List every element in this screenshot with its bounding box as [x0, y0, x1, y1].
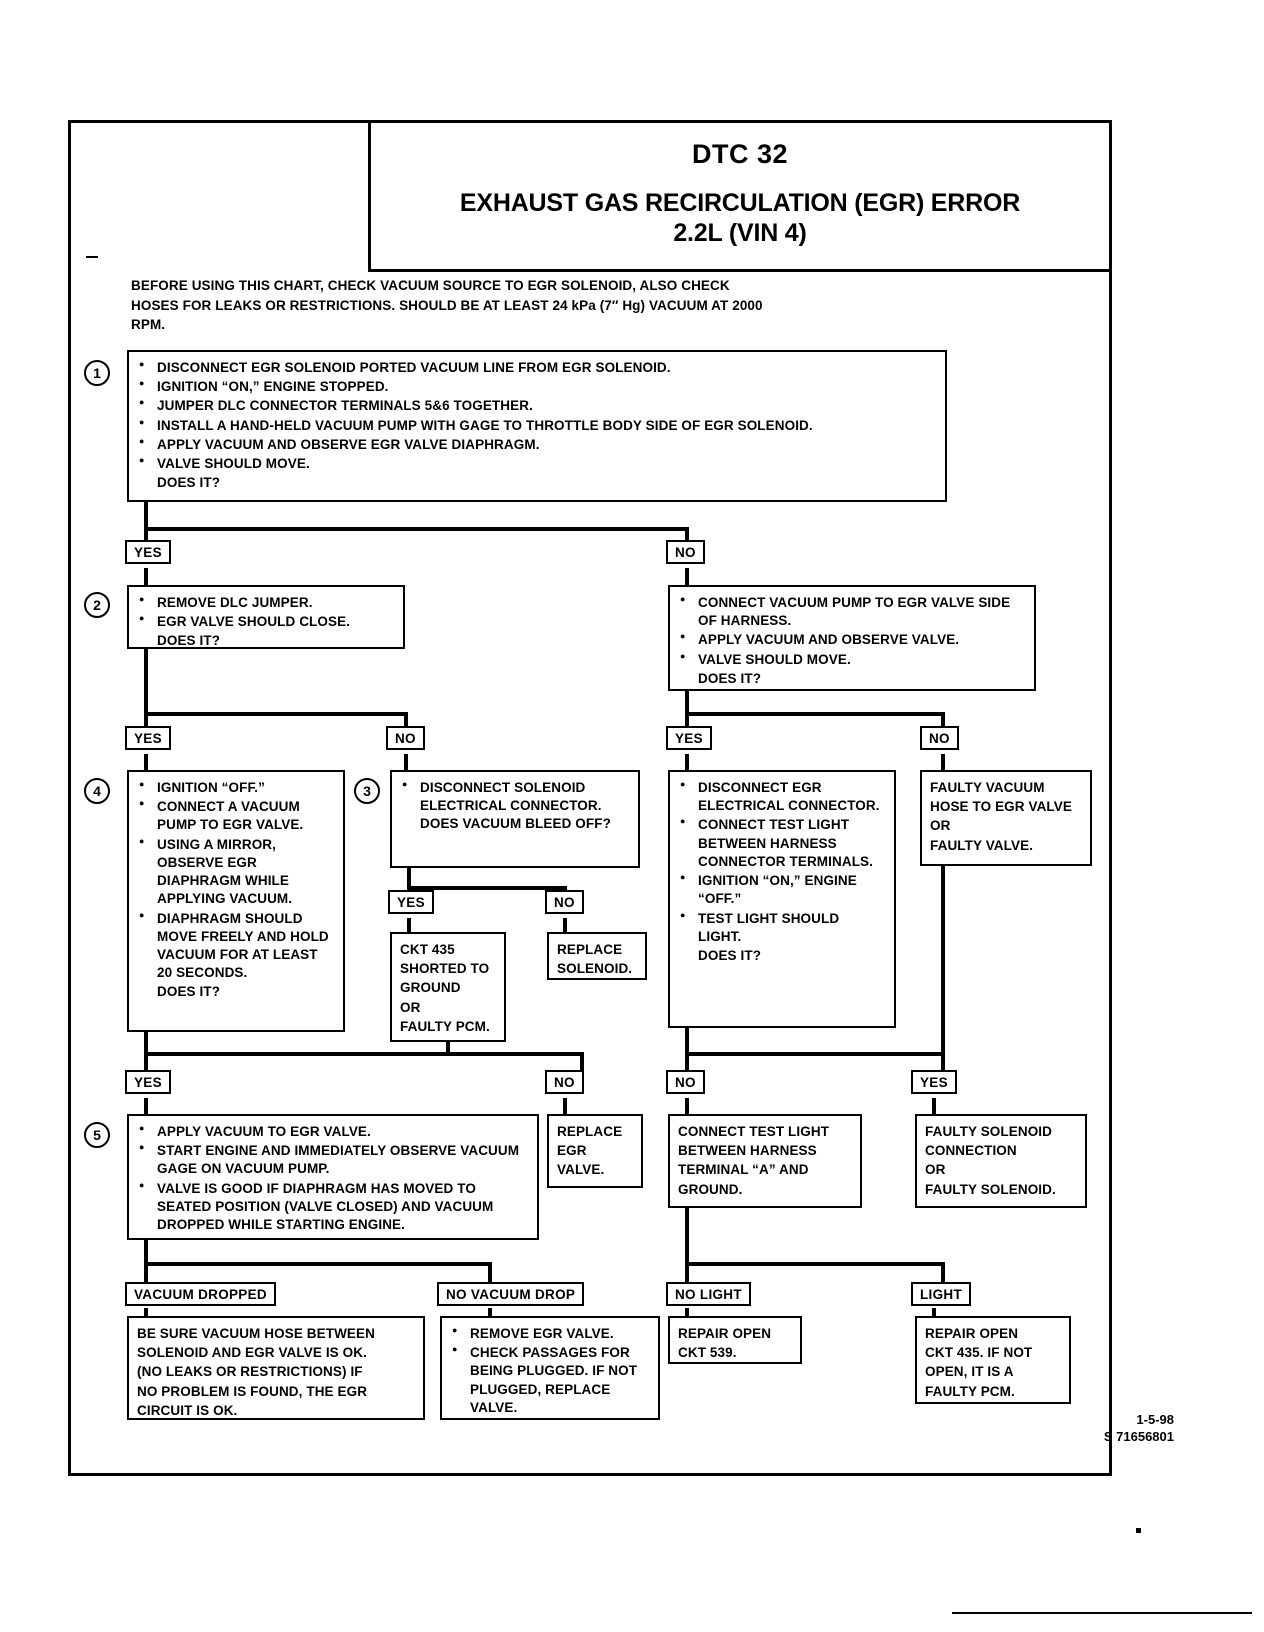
- box-line: CKT 539.: [678, 1345, 737, 1361]
- box-step-4-bullet: ● CONNECT A VACUUM PUMP TO EGR VALVE.: [137, 798, 335, 834]
- label-no-step4: NO: [545, 1070, 584, 1094]
- box-step-4-bullet: ● DIAPHRAGM SHOULD MOVE FREELY AND HOLD VACUUM FOR AT LEAST 20 SECONDS.: [137, 910, 335, 983]
- box-ckt-435-shorted: [390, 932, 506, 1042]
- connector: [144, 649, 148, 715]
- label-no-light: NO LIGHT: [666, 1282, 751, 1306]
- label-yes-step2: YES: [125, 726, 171, 750]
- label-yes-step4: YES: [125, 1070, 171, 1094]
- box-egr-elec-bullet: ● CONNECT TEST LIGHT BETWEEN HARNESS CONNECTOR TERMINALS.: [678, 816, 886, 871]
- box-step-4-question: DOES IT?: [157, 984, 221, 1000]
- label-no-step1: NO: [666, 540, 705, 564]
- box-line: FAULTY PCM.: [400, 1018, 490, 1034]
- box-line: SHORTED TO: [400, 961, 490, 977]
- box-faulty-solenoid-connection: [915, 1114, 1087, 1208]
- box-egr-electrical-test: [668, 770, 896, 1028]
- box-line: SOLENOID AND EGR VALVE IS OK.: [137, 1345, 367, 1361]
- box-repair-open-ckt-435: [915, 1316, 1071, 1404]
- box-remove-egr-bullet: ● REMOVE EGR VALVE.: [450, 1325, 650, 1343]
- box-line: REPLACE: [557, 1124, 623, 1139]
- box-step-1-question: DOES IT?: [157, 475, 221, 491]
- title-block: [368, 120, 1112, 272]
- box-line: CONNECTION: [925, 1143, 1017, 1159]
- box-step-4-bullet: ● USING A MIRROR, OBSERVE EGR DIAPHRAGM WHILE APPLYING VACUUM.: [137, 836, 335, 909]
- label-light: LIGHT: [911, 1282, 971, 1306]
- box-line: CIRCUIT IS OK.: [137, 1402, 238, 1418]
- connector: [685, 712, 945, 716]
- box-line: SOLENOID.: [557, 961, 633, 977]
- box-line: TERMINAL “A” AND: [678, 1162, 809, 1178]
- box-line: EGR: [557, 1143, 587, 1159]
- connector: [144, 502, 148, 530]
- step-number-3: 3: [354, 778, 380, 804]
- chart-title-line1: EXHAUST GAS RECIRCULATION (EGR) ERROR: [459, 189, 1021, 217]
- connector: [685, 1262, 945, 1266]
- box-line: OR: [925, 1162, 946, 1178]
- connector: [685, 568, 689, 586]
- box-replace-egr-valve: [547, 1114, 643, 1188]
- page-corner-mark: [1136, 1528, 1141, 1533]
- box-line: BE SURE VACUUM HOSE BETWEEN: [137, 1326, 375, 1341]
- box-remove-egr-valve: [440, 1316, 660, 1420]
- box-step-1-bullet: ● APPLY VACUUM AND OBSERVE EGR VALVE DIAPHRAGM.: [137, 436, 937, 454]
- box-line: NO PROBLEM IS FOUND, THE EGR: [137, 1383, 368, 1399]
- box-line: CONNECT TEST LIGHT: [678, 1124, 830, 1139]
- box-egr-elec-bullet: ● TEST LIGHT SHOULD LIGHT.: [678, 910, 886, 946]
- box-step-4: [127, 770, 345, 1032]
- step-number-5: 5: [84, 1122, 110, 1148]
- connector: [685, 1028, 689, 1072]
- connector: [144, 712, 408, 716]
- chart-title-line2: 2.2L (VIN 4): [673, 218, 807, 247]
- box-step-5-bullet: ● VALVE IS GOOD IF DIAPHRAGM HAS MOVED TO SEATED POSITION (VALVE CLOSED) AND VACUUM DROPPED WHILE STARTING ENGINE.: [137, 1180, 529, 1235]
- box-step-2-bullet: ● REMOVE DLC JUMPER.: [137, 594, 395, 612]
- connector: [144, 1262, 492, 1266]
- box-step-2-question: DOES IT?: [157, 633, 221, 649]
- box-line: REPAIR OPEN: [678, 1326, 772, 1341]
- box-step-1-bullet: ● INSTALL A HAND-HELD VACUUM PUMP WITH GAGE TO THROTTLE BODY SIDE OF EGR SOLENOID.: [137, 417, 937, 435]
- box-vacuum-hose-ok: [127, 1316, 425, 1420]
- box-line: CKT 435. IF NOT: [925, 1345, 1033, 1361]
- preamble-text: BEFORE USING THIS CHART, CHECK VACUUM SOURCE TO EGR SOLENOID, ALSO CHECK HOSES FOR LEAKS OR RESTRICTIONS. SHOULD BE AT LEAST 24 kPa (7″ Hg) VACUUM AT 2000 RPM.: [131, 278, 763, 333]
- box-connect-test-light: [668, 1114, 862, 1208]
- box-egr-elec-bullet: ● IGNITION “ON,” ENGINE “OFF.”: [678, 872, 886, 908]
- page-bottom-edge-mark: [952, 1612, 1252, 1614]
- connector: [446, 1042, 450, 1056]
- label-no-step3: NO: [545, 890, 584, 914]
- box-line: VALVE.: [557, 1162, 605, 1178]
- box-no-branch-top: [668, 585, 1036, 691]
- box-step-3: [390, 770, 640, 868]
- label-yes-no-branch: YES: [666, 726, 712, 750]
- label-no-vacuum-drop: NO VACUUM DROP: [437, 1282, 584, 1306]
- label-no-no-branch: NO: [920, 726, 959, 750]
- footer: [1104, 1412, 1174, 1446]
- box-line: CKT 435: [400, 942, 455, 957]
- step-number-2: 2: [84, 592, 110, 618]
- dtc-code: DTC 32: [691, 139, 789, 169]
- box-step-5-bullet: ● START ENGINE AND IMMEDIATELY OBSERVE VACUUM GAGE ON VACUUM PUMP.: [137, 1142, 529, 1178]
- label-yes-egr-elec: YES: [911, 1070, 957, 1094]
- connector: [144, 568, 148, 586]
- box-line: REPLACE: [557, 942, 623, 957]
- box-line: FAULTY SOLENOID.: [925, 1181, 1056, 1197]
- box-step-1-bullet: ● VALVE SHOULD MOVE.: [137, 455, 937, 473]
- label-no-egr-elec: NO: [666, 1070, 705, 1094]
- box-line: OR: [930, 818, 951, 834]
- box-step-1-bullet: ● IGNITION “ON,” ENGINE STOPPED.: [137, 378, 937, 396]
- connector: [941, 866, 945, 1056]
- step-number-1: 1: [84, 360, 110, 386]
- connector: [144, 527, 689, 531]
- box-line: FAULTY SOLENOID: [925, 1124, 1053, 1139]
- box-step-5: [127, 1114, 539, 1240]
- connector: [580, 1052, 584, 1072]
- box-remove-egr-bullet: ● CHECK PASSAGES FOR BEING PLUGGED. IF NOT PLUGGED, REPLACE VALVE.: [450, 1344, 650, 1417]
- label-yes-step1: YES: [125, 540, 171, 564]
- box-line: FAULTY VALVE.: [930, 837, 1034, 853]
- box-faulty-vacuum-hose: [920, 770, 1092, 866]
- box-step-1-bullet: ● DISCONNECT EGR SOLENOID PORTED VACUUM LINE FROM EGR SOLENOID.: [137, 359, 937, 377]
- connector: [685, 1052, 945, 1056]
- box-line: OPEN, IT IS A: [925, 1364, 1014, 1380]
- footer-code: S 71656801: [1103, 1428, 1174, 1444]
- label-vacuum-dropped: VACUUM DROPPED: [125, 1282, 276, 1306]
- box-repair-open-ckt-539: [668, 1316, 802, 1364]
- box-step-3-bullet: ● DISCONNECT SOLENOID ELECTRICAL CONNECTOR. DOES VACUUM BLEED OFF?: [400, 779, 630, 834]
- registration-tick: [86, 256, 98, 258]
- box-line: FAULTY VACUUM: [930, 780, 1045, 795]
- box-step-5-bullet: ● APPLY VACUUM TO EGR VALVE.: [137, 1123, 529, 1141]
- box-no-branch-question: DOES IT?: [698, 670, 762, 686]
- box-line: OR: [400, 999, 421, 1015]
- step-number-4: 4: [84, 778, 110, 804]
- connector: [144, 1052, 584, 1056]
- box-line: REPAIR OPEN: [925, 1326, 1019, 1341]
- box-line: GROUND.: [678, 1181, 743, 1197]
- box-step-2-bullet: ● EGR VALVE SHOULD CLOSE.: [137, 613, 395, 631]
- box-egr-elec-bullet: ● DISCONNECT EGR ELECTRICAL CONNECTOR.: [678, 779, 886, 815]
- label-no-step2: NO: [386, 726, 425, 750]
- box-step-1-bullet: ● JUMPER DLC CONNECTOR TERMINALS 5&6 TOGETHER.: [137, 397, 937, 415]
- box-no-branch-bullet: ● APPLY VACUUM AND OBSERVE VALVE.: [678, 631, 1026, 649]
- box-replace-solenoid: [547, 932, 647, 980]
- label-yes-step3: YES: [388, 890, 434, 914]
- box-egr-elec-question: DOES IT?: [698, 947, 762, 963]
- footer-date: 1-5-98: [1136, 1412, 1174, 1427]
- box-line: GROUND: [400, 980, 461, 996]
- box-no-branch-bullet: ● VALVE SHOULD MOVE.: [678, 651, 1026, 669]
- box-step-4-bullet: ● IGNITION “OFF.”: [137, 779, 335, 797]
- box-line: (NO LEAKS OR RESTRICTIONS) IF: [137, 1364, 363, 1380]
- box-step-2: [127, 585, 405, 649]
- chart-title: [371, 189, 1109, 248]
- box-line: FAULTY PCM.: [925, 1383, 1015, 1399]
- connector: [685, 1208, 689, 1286]
- box-line: BETWEEN HARNESS: [678, 1143, 817, 1159]
- box-step-1: [127, 350, 947, 502]
- box-no-branch-bullet: ● CONNECT VACUUM PUMP TO EGR VALVE SIDE OF HARNESS.: [678, 594, 1026, 630]
- box-line: HOSE TO EGR VALVE: [930, 799, 1072, 815]
